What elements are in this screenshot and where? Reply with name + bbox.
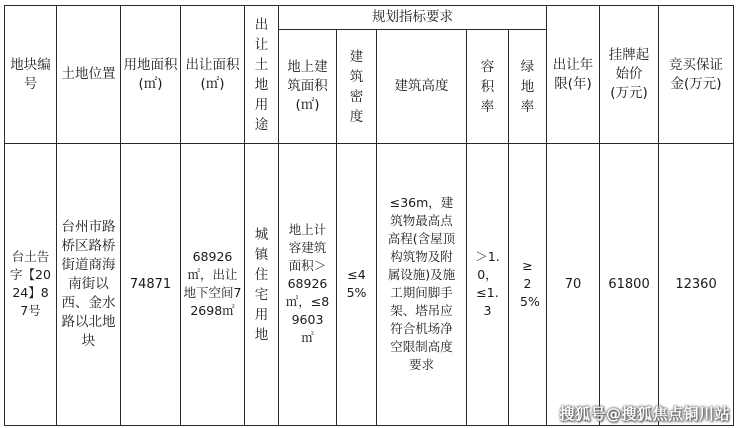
header-parcel-no: 地块编号	[5, 6, 57, 144]
cell-transfer-area: 68926㎡，出让地下空间72698㎡	[181, 144, 245, 426]
watermark: 搜狐号@搜狐焦点铜川站	[559, 405, 730, 423]
header-term: 出让年限(年)	[547, 6, 600, 144]
cell-parcel-no: 台土告字【2024】87号	[5, 144, 57, 426]
cell-term: 70	[547, 144, 600, 426]
header-green-ratio: 绿地率	[509, 30, 547, 144]
cell-land-use: 城镇住宅用地	[245, 144, 279, 426]
cell-land-area: 74871	[121, 144, 181, 426]
cell-deposit: 12360	[659, 144, 734, 426]
cell-location: 台州市路桥区路桥街道商海南街以西、金水路以北地块	[57, 144, 121, 426]
cell-building-height: ≤36m，建筑物最高点高程(含屋顶构筑物及附属设施)及施工期间脚手架、塔吊应符合机场净空限制高度要求	[377, 144, 467, 426]
header-building-height: 建筑高度	[377, 30, 467, 144]
header-plot-ratio: 容积率	[467, 30, 509, 144]
header-above-ground-area: 地上建筑面积(㎡)	[279, 30, 337, 144]
cell-plot-ratio: ＞1.0，≤1.3	[467, 144, 509, 426]
cell-starting-price: 61800	[600, 144, 659, 426]
header-location: 土地位置	[57, 6, 121, 144]
header-planning: 规划指标要求	[279, 6, 547, 30]
header-land-use: 出让土地用途	[245, 6, 279, 144]
cell-building-density: ≤45%	[337, 144, 377, 426]
header-deposit: 竞买保证金(万元)	[659, 6, 734, 144]
header-building-density: 建筑密度	[337, 30, 377, 144]
cell-above-ground-area: 地上计容建筑面积＞68926㎡，≤89603㎡	[279, 144, 337, 426]
header-land-area: 用地面积(㎡)	[121, 6, 181, 144]
header-transfer-area: 出让面积(㎡)	[181, 6, 245, 144]
cell-green-ratio: ≥25%	[509, 144, 547, 426]
land-parcel-table	[4, 5, 734, 426]
header-starting-price: 挂牌起始价(万元)	[600, 6, 659, 144]
